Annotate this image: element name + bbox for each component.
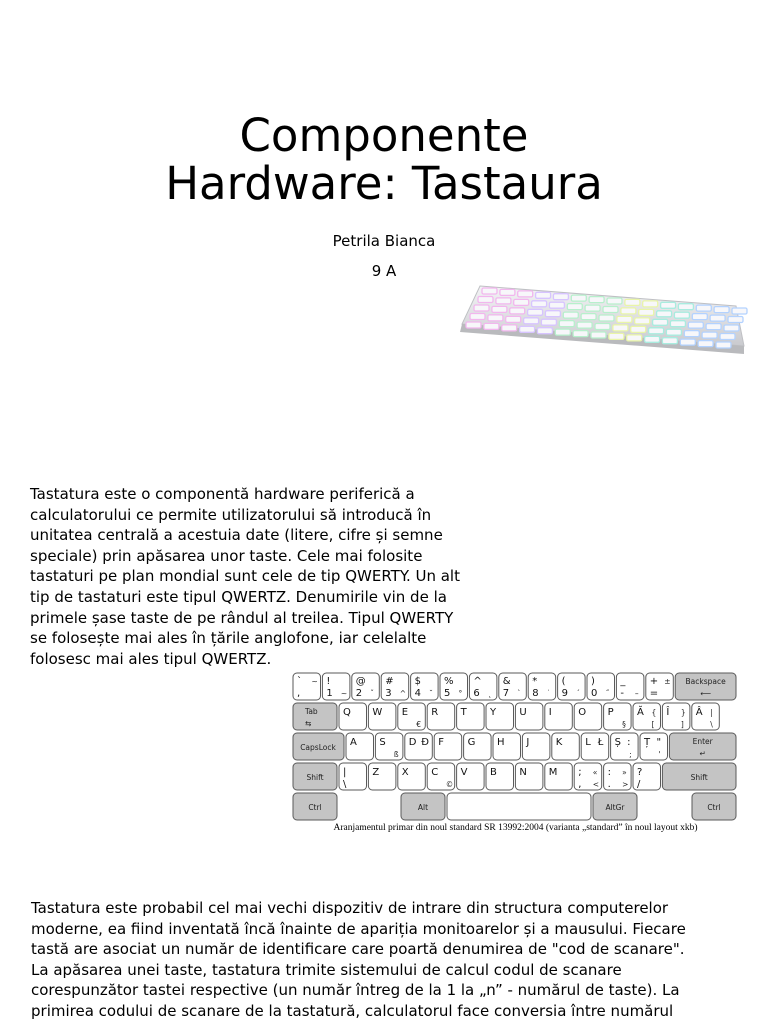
key [346,733,374,760]
key-legend: Shift [690,773,708,782]
key-legend: ^ [473,676,482,687]
key-legend: F [438,737,444,748]
photo-keycap [470,314,485,320]
key [558,673,586,700]
key-legend: ↵ [699,749,706,758]
key-legend: X [401,767,409,778]
photo-keycap [698,341,713,347]
key-legend: € [416,720,422,729]
key-legend: Ctrl [707,803,721,812]
key-legend: ˘ [429,689,433,698]
photo-keycap [714,307,729,313]
photo-keycap [635,318,650,324]
key-legend: W [372,707,383,718]
photo-keycap [645,336,660,342]
photo-keycap [484,323,499,329]
intro-line: Tastatura este o componentă hardware periferică a [30,485,415,503]
intro-line: se folosește mai ales în țările anglofone, iar celelalte [30,629,427,648]
key [398,703,426,730]
key-legend: % [444,676,454,687]
ctrl-left-key [293,793,337,820]
key-legend: * [532,676,538,687]
key-legend: U [519,707,527,718]
intro-line: calculatorului ce permite utilizatorului să introducă în [30,505,432,524]
key-legend: { [651,708,657,717]
key-legend: 7 [502,688,510,699]
key [440,673,468,700]
photo-keycap [625,299,640,305]
key-legend: + [649,676,659,687]
photo-keycap [631,326,646,332]
key-legend: | [343,767,347,778]
key [604,703,632,730]
key-legend: . [607,779,611,790]
key [375,733,403,760]
key [486,703,514,730]
key-legend: / [637,779,641,790]
key-legend: J [526,737,530,748]
key-legend: ] [680,720,684,729]
key-legend: - [620,688,625,699]
key-legend: P [607,707,614,718]
photo-keycap [716,342,731,348]
photo-keycap [585,305,600,311]
key-legend: : [627,737,631,748]
key [398,763,426,790]
key-legend: « [592,768,598,777]
photo-keycap [528,309,543,315]
photo-keycap [492,306,507,312]
shift-right-key [662,763,736,790]
key-legend: ; [578,767,582,778]
key-legend: V [460,767,468,778]
key-legend: 3 [385,688,392,699]
photo-keycap [474,305,489,311]
key [411,673,439,700]
photo-keycap [710,315,725,321]
key [515,703,543,730]
photo-keycap [688,322,703,328]
key-legend: 2 [355,688,363,699]
capslock-key [293,733,344,760]
key-legend: D [408,737,417,748]
scan-codes-line: corespunzător tastei respective (un număr întreg de la 1 la „n” - numărul de taste). La [31,981,680,1000]
key-legend: – [634,689,639,698]
key-legend: » [622,768,627,777]
photo-keycap [555,329,570,335]
key-legend: Ț [644,737,651,748]
key-legend: Backspace [685,677,726,686]
key-legend: , [297,688,301,699]
author-name: Petrila Bianca [332,232,436,250]
key-legend: ˇ [370,689,375,698]
photo-keycap [649,328,664,334]
key-legend: Y [490,707,497,718]
key [662,703,690,730]
photo-keycap [599,315,614,321]
key [633,703,661,730]
key [646,673,674,700]
key-legend: ' [658,750,661,759]
key [633,763,661,790]
key-legend: \ [343,779,347,790]
key-legend: Đ [421,737,430,748]
key [457,763,485,790]
keyboard-layout-diagram [291,671,740,839]
key [574,763,602,790]
key [457,703,485,730]
key-legend: Ctrl [308,803,322,812]
photo-keycap [613,325,628,331]
photo-keycap [506,316,521,322]
key-legend: : [607,767,611,778]
photo-keycap [670,321,685,327]
key-legend: T [460,707,467,718]
key [427,703,455,730]
scan-codes-line: moderne, ea fiind inventată încă înainte de apariția monitoarelor și a mausului. Fiecare [31,919,686,938]
key-legend: ` [297,676,302,687]
key [528,673,556,700]
scan-codes-line: La apăsarea unei taste, tastatura trimite sistemului de calcul codul de scanare [31,960,622,979]
key [352,673,380,700]
key-legend: ˛ [487,689,492,698]
key-legend: 5 [444,688,451,699]
keyboard-photo [444,228,760,414]
key [515,763,543,790]
key-legend: § [622,720,626,729]
key-legend: ? [637,767,643,778]
photo-keycap [674,312,689,318]
photo-keycap [549,302,564,308]
key-legend: ^ [399,689,406,698]
key [427,763,455,790]
key-legend: Tab [305,707,318,716]
key-legend: © [445,780,454,789]
photo-keycap [627,335,642,341]
photo-keycap [496,298,511,304]
photo-keycap [553,294,568,300]
key [545,763,573,790]
photo-keycap [482,288,497,294]
key-legend: AltGr [605,803,625,812]
key-legend: B [490,767,497,778]
key-legend: 9 [561,688,568,699]
key-legend: @ [355,676,366,687]
key-legend: ˝ [605,689,610,698]
intro-line: speciale) prin apăsarea unor taste. Cele mai folosite [30,546,423,565]
key [545,703,573,730]
photo-keycap [595,324,610,330]
key-legend: K [555,737,563,748]
paragraph-intro [30,484,480,669]
key [339,763,367,790]
key-legend: ˙ [546,689,551,698]
key-legend: C [431,767,439,778]
photo-keycap [524,318,539,324]
key-legend: , [578,779,582,790]
photo-keycap [591,332,606,338]
key-legend: $ [414,676,421,687]
key [499,673,527,700]
key-legend: Â [695,707,703,718]
photo-keycap [720,334,735,340]
key [405,733,433,760]
key-legend: ± [664,677,671,686]
key [552,733,580,760]
key-legend: 0 [591,688,598,699]
photo-keycap [518,291,533,297]
key-legend: Shift [306,773,324,782]
key-legend: # [385,676,394,687]
photo-keycap [545,311,560,317]
photo-keycap [607,298,622,304]
key-legend: Î [666,707,670,718]
photo-keycap [514,299,529,305]
intro-line: tip de tastaturi este tipul QWERTZ. Denumirile vin de la [30,587,447,606]
photo-keycap [706,324,721,330]
key-legend: O [578,707,587,718]
photo-keycap [724,325,739,331]
intro-line: primele șase taste de pe rândul al treilea. Tipul QWERTY [30,608,454,627]
photo-keycap [478,297,493,303]
photo-keycap [653,319,668,325]
intro-line: folosesc mai ales tipul QWERTZ. [30,649,272,668]
key-legend: 1 [326,688,333,699]
key-legend: ~ [340,689,348,698]
key-legend: 6 [473,688,480,699]
key-legend: = [649,688,659,699]
figure-caption: Aranjamentul primar din noul standard SR 13992:2004 (varianta „standard” în noul layout xkb) [333,823,698,833]
photo-keycap [702,332,717,338]
key-legend: ⇆ [305,719,312,728]
key [434,733,462,760]
key-legend: & [502,676,511,687]
key [293,673,321,700]
key-legend: Q [343,707,351,718]
intro-line: tastaturi pe plan mondial sunt cele de tip QWERTY. Un alt [30,567,460,586]
key-legend: _ [620,676,626,687]
key [322,673,350,700]
key-legend: ´ [576,689,580,698]
photo-keycap [466,322,481,328]
key-legend: 4 [414,688,421,699]
key-legend: Ł [597,737,604,748]
key-legend: G [467,737,476,748]
class-label: 9 A [371,262,397,280]
key-legend: Ș [614,737,621,748]
key [611,733,639,760]
photo-keycap [520,326,535,332]
photo-keycap [577,322,592,328]
key-legend: Alt [417,803,429,812]
photo-keycap [678,304,693,310]
key [368,763,396,790]
photo-keycap [732,308,747,314]
key [381,673,409,700]
key-legend: Enter [692,737,713,746]
key-legend: Z [372,767,380,778]
key-legend: S [379,737,386,748]
key-legend: > [622,780,629,789]
key-legend: ~ [311,677,318,686]
photo-keycap [510,308,525,314]
key-legend: H [497,737,505,748]
scan-codes-line: Tastatura este probabil cel mai vechi dispozitiv de intrare din structura computerelor [31,899,669,917]
photo-keycap [488,315,503,321]
key-legend: M [548,767,558,778]
photo-keycap [661,302,676,308]
photo-keycap [680,339,695,345]
ctrl-right-key [692,793,736,820]
key-legend: I [548,707,552,718]
photo-keycap [603,307,618,313]
photo-keycap [617,316,632,322]
key-legend: L [585,737,591,748]
photo-keycap [666,329,681,335]
title-line-2: Hardware: Tastaura [165,157,603,210]
key [368,703,396,730]
photo-keycap [657,311,672,317]
key-legend: | [710,708,713,717]
photo-keycap [571,295,586,301]
key-legend: A [350,737,357,748]
key-legend: [ [651,720,655,729]
photo-keycap [589,297,604,303]
title-line-1: Componente [239,109,529,162]
scan-codes-line: primirea codului de scanare de la tastatură, calculatorul face conversia între numărul [31,1001,674,1020]
key [640,733,668,760]
key-legend: ⟵ [700,689,711,698]
key [616,673,644,700]
key [574,703,602,730]
key-legend: ! [326,676,331,687]
photo-keycap [537,328,552,334]
alt-key [401,793,445,820]
photo-keycap [573,331,588,337]
photo-keycap [559,321,574,327]
key-legend: ) [591,676,595,687]
photo-keycap [692,314,707,320]
photo-keycap [728,317,743,323]
key-legend: R [431,707,439,718]
page-title [0,109,768,210]
key-legend: 8 [532,688,539,699]
key [339,703,367,730]
key [469,673,497,700]
key [581,733,609,760]
photo-keycap [563,312,578,318]
key [493,733,521,760]
photo-keycap [609,333,624,339]
key [464,733,492,760]
photo-keycap [639,309,654,315]
key [692,703,720,730]
key-legend: ` [517,689,522,698]
key-legend: ß [393,750,399,759]
key-legend: < [592,780,599,789]
key-legend: Ă [637,707,644,718]
altgr-key [593,793,637,820]
photo-keycap [621,308,636,314]
photo-keycap [502,325,517,331]
key-legend: N [519,767,527,778]
scan-codes-line: tastă are asociat un număr de identificare care poartă denumirea de "cod de scanare". [31,940,685,959]
shift-left-key [293,763,337,790]
key-legend: \ [710,720,713,729]
photo-keycap [643,301,658,307]
photo-keycap [662,338,677,344]
key [486,763,514,790]
key-legend: ( [561,676,566,687]
tab-key [293,703,337,730]
photo-keycap [500,289,515,295]
photo-keycap [532,301,547,307]
photo-keycap [696,305,711,311]
photo-keycap [581,314,596,320]
key-legend: ; [629,750,632,759]
key-legend: } [680,708,686,717]
key-legend: " [656,737,662,748]
key [522,733,550,760]
intro-line: unitatea centrală a acestuia date (litere, cifre și semne [30,526,443,545]
key-legend: CapsLock [300,743,336,752]
key-legend: E [401,707,409,718]
photo-keycap [567,304,582,310]
photo-keycap [541,319,556,325]
space-key [447,793,591,820]
enter-key [669,733,736,760]
paragraph-scan-codes [31,898,751,1022]
backspace-key [675,673,736,700]
key [587,673,615,700]
photo-keycap [684,331,699,337]
key [604,763,632,790]
key-legend: ° [458,689,463,698]
photo-keycap [536,292,551,298]
